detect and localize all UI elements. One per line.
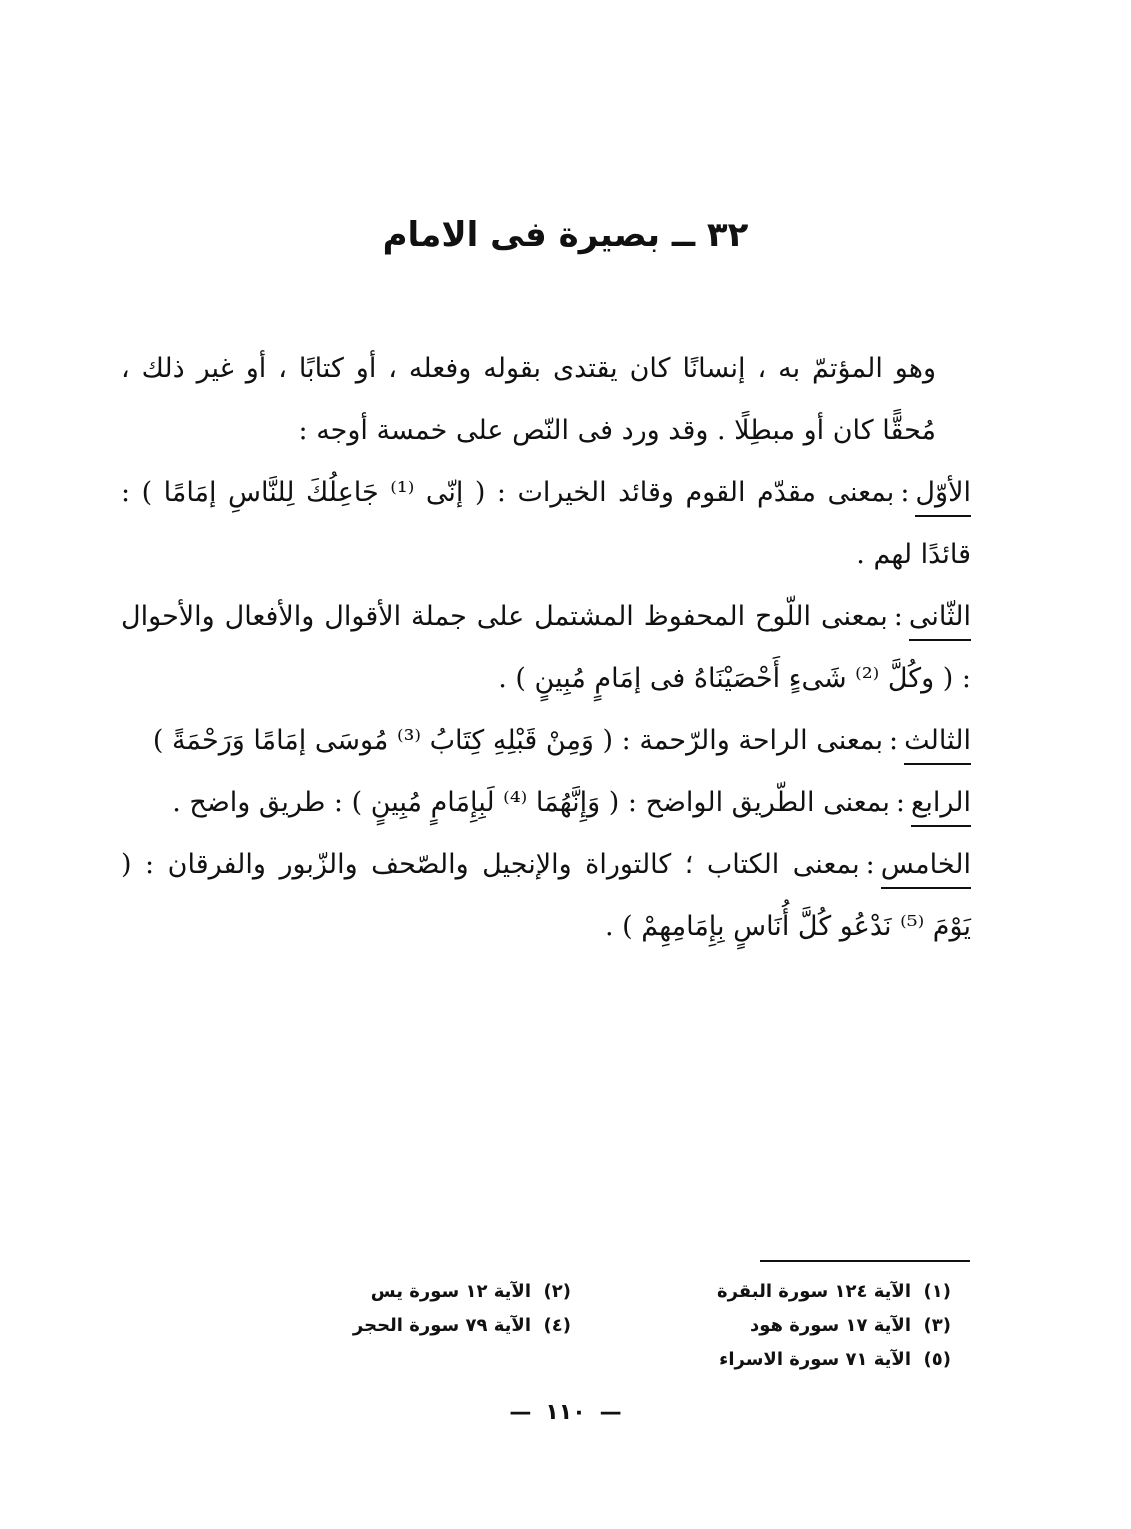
meaning-term: الرابع bbox=[911, 781, 971, 827]
meaning-fourth bbox=[121, 772, 971, 834]
meaning-term: الثّانى bbox=[909, 595, 971, 641]
meaning-text: بمعنى الراحة والرّحمة : ( وَمِنْ قَبْلِهِ كِتَابُ ⁽³⁾ مُوسَى إمَامًا وَرَحْمَةً ) bbox=[152, 725, 884, 756]
meaning-term: الثالث bbox=[904, 719, 971, 765]
term-separator: : bbox=[865, 849, 875, 880]
page-number bbox=[0, 1400, 1131, 1425]
meaning-text: بمعنى مقدّم القوم وقائد الخيرات : ( إنّى ⁽¹⁾ جَاعِلُكَ لِلنَّاسِ إمَامًا ) : قائدًا لهم . bbox=[121, 477, 971, 570]
footnote-text: الآية ١٧ سورة هود bbox=[749, 1315, 911, 1336]
page-number-value: ١١٠ bbox=[545, 1400, 586, 1425]
footnote-2 bbox=[191, 1275, 571, 1309]
meaning-third bbox=[121, 710, 971, 772]
footnote-number: (٣) bbox=[923, 1315, 951, 1336]
footnote-text: الآية ٧٩ سورة الحجر bbox=[352, 1315, 531, 1336]
footnote-text: الآية ١٢٤ سورة البقرة bbox=[716, 1281, 911, 1302]
chapter-title: ٣٢ ــ بصيرة فى الامام bbox=[382, 215, 749, 255]
term-separator: : bbox=[900, 477, 910, 508]
meaning-fifth bbox=[121, 834, 971, 958]
footnote-row bbox=[191, 1343, 951, 1377]
footnote-text: الآية ١٢ سورة يس bbox=[370, 1281, 531, 1302]
footnotes bbox=[191, 1275, 951, 1377]
meaning-second bbox=[121, 586, 971, 710]
meaning-text: بمعنى الطّريق الواضح : ( وَإِنَّهُمَا ⁽⁴⁾ لَبِإِمَامٍ مُبِينٍ ) : طريق واضح . bbox=[172, 787, 890, 818]
term-separator: : bbox=[889, 725, 899, 756]
meaning-text: بمعنى الكتاب ؛ كالتوراة والإنجيل والصّحف والزّبور والفرقان : ( يَوْمَ ⁽⁵⁾ نَدْعُو كُلَّ أُنَاسٍ بِإِمَامِهِمْ ) . bbox=[121, 849, 971, 942]
footnote-row bbox=[191, 1309, 951, 1343]
footnote-row bbox=[191, 1275, 951, 1309]
meaning-text: بمعنى اللّوح المحفوظ المشتمل على جملة الأقوال والأفعال والأحوال : ( وكُلَّ ⁽²⁾ شَىءٍ أَحْصَيْنَاهُ فى إمَامٍ مُبِينٍ ) . bbox=[121, 601, 971, 694]
meaning-first bbox=[121, 462, 971, 586]
intro-paragraph: وهو المؤتمّ به ، إنسانًا كان يقتدى بقوله وفعله ، أو كتابًا ، أو غير ذلك ، مُحقًّا كان أو مبطِلًا . وقد ورد فى النّص على خمسة أوجه : bbox=[121, 353, 936, 446]
term-separator: : bbox=[895, 787, 905, 818]
footnote-5 bbox=[551, 1343, 951, 1377]
footnote-number: (١) bbox=[923, 1281, 951, 1302]
footnote-3 bbox=[571, 1309, 951, 1343]
term-separator: : bbox=[893, 601, 903, 632]
footnote-number: (٤) bbox=[543, 1315, 571, 1336]
footnote-number: (٢) bbox=[543, 1281, 571, 1302]
footnote-text: الآية ٧١ سورة الاسراء bbox=[719, 1349, 911, 1370]
body-text bbox=[121, 338, 971, 958]
meaning-term: الخامس bbox=[881, 843, 971, 889]
footnote-number: (٥) bbox=[923, 1349, 951, 1370]
page-number-dash: — bbox=[509, 1400, 532, 1425]
page-number-dash: — bbox=[599, 1400, 622, 1425]
footnote-divider bbox=[760, 1260, 970, 1262]
footnote-4 bbox=[191, 1309, 571, 1343]
meaning-term: الأوّل bbox=[915, 471, 971, 517]
footnote-1 bbox=[571, 1275, 951, 1309]
